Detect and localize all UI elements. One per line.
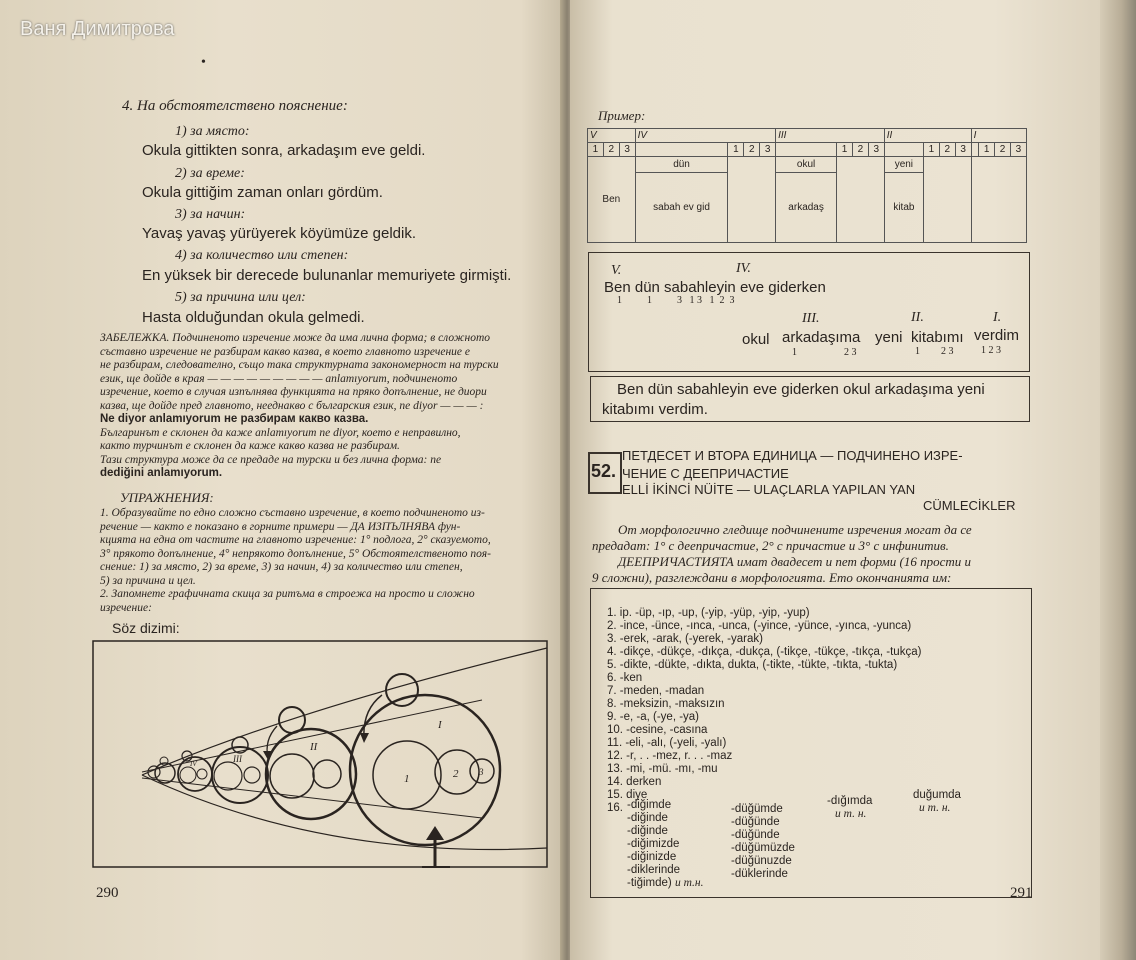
num-cell: 3 — [1010, 143, 1026, 157]
exercise-line: 3° прякото допълнение, 4° непрякото допълнение, 5° Обстоятелственото поя- — [100, 547, 491, 560]
suffix-item: 8. -meksizin, -maksızın — [607, 698, 725, 710]
item-label: 4) за количество или степен: — [175, 248, 349, 263]
suffix-item: 3. -erek, -arak, (-yerek, -yarak) — [607, 633, 763, 645]
note-line: Българинът е склонен да каже anlamıyorum ne diyor, което е неправилно, — [100, 426, 461, 439]
book-page-edges — [1100, 0, 1136, 960]
unit-title-line: ПЕТДЕСЕТ И ВТОРА ЕДИНИЦА — ПОДЧИНЕНО ИЗРЕ- — [622, 448, 963, 463]
note-line: dediğini anlamıyorum. — [100, 467, 223, 479]
intro-line: ДЕЕПРИЧАСТИЯТА имат двадесет и пет форми (16 прости и — [618, 554, 972, 569]
analysis-word: verdim — [974, 327, 1020, 344]
analysis-num: 2 3 — [844, 347, 857, 358]
empty-cell — [924, 157, 972, 243]
suffix-form: -düklerinde — [731, 868, 788, 880]
item16-col1 — [627, 799, 703, 890]
item-label: 1) за място: — [175, 124, 250, 139]
roman-V: V. — [611, 263, 622, 278]
suffix-list — [607, 607, 921, 815]
analysis-word: arkadaşıma — [782, 329, 861, 346]
suffix-form: -düğünde — [731, 829, 780, 841]
num-cell: 1 — [728, 143, 744, 157]
num-cell: 2 — [939, 143, 955, 157]
group-label: II — [884, 129, 971, 143]
analysis-num: 1 — [792, 347, 797, 358]
exercise-line: изречение: — [100, 601, 152, 614]
num-cell: 3 — [619, 143, 635, 157]
roman-I: I. — [993, 310, 1002, 325]
suffix-form: -düğünde — [731, 816, 780, 828]
diagram-label: Söz dizimi: — [112, 620, 180, 636]
item-sentence: Hasta olduğundan okula gelmedi. — [142, 309, 365, 326]
example-table — [587, 128, 1027, 243]
suffix-form-text: -tiğimde) — [627, 877, 672, 889]
etc-text: и т. н. — [835, 808, 867, 820]
analysis-num: 1 2 3 — [981, 345, 1001, 356]
word-cell: arkadaş — [776, 173, 837, 243]
exercises-title: УПРАЖНЕНИЯ: — [120, 490, 214, 505]
group-label: III — [776, 129, 885, 143]
intro-line: 9 сложни), разглеждани в морфологията. Ето окончанията им: — [592, 570, 952, 585]
num-cell: 2 — [995, 143, 1011, 157]
word-cell: kitab — [884, 173, 923, 243]
item16-col2 — [731, 803, 795, 881]
suffix-item: 9. -e, -a, (-ye, -ya) — [607, 711, 700, 723]
word-cell: okul — [776, 157, 837, 173]
note-line: изречение, което в случая изпълнява функцията на пряко допълнение, не диори — [100, 386, 487, 398]
roman-III: III. — [802, 311, 820, 326]
num-cell: 3 — [760, 143, 776, 157]
exercise-line: 5) за причина и цел. — [100, 574, 196, 587]
right-page — [570, 0, 1100, 960]
empty-cell — [635, 143, 728, 157]
analysis-word: kitabımı — [911, 329, 964, 346]
note-line: казва, ще дойде пред главното, нееднакво с българския език, ne diyor — — — : — [100, 399, 484, 412]
num-cell: 1 — [979, 143, 995, 157]
empty-cell — [776, 143, 837, 157]
group-label: V — [588, 129, 636, 143]
suffix-form: -diğinizde — [627, 851, 677, 863]
suffix-item: 1. ip. -üp, -ıp, -up, (-yip, -yüp, -yip, -yup) — [607, 607, 810, 619]
unit-number-box — [588, 452, 622, 494]
item-label: 5) за причина или цел: — [175, 290, 306, 305]
suffix-item: 10. -cesine, -casına — [607, 724, 708, 736]
item-label: 3) за начин: — [175, 207, 246, 222]
suffix-item: 11. -eli, -alı, (-yeli, -yalı) — [607, 737, 727, 749]
suffix-form: -diğinde — [627, 812, 668, 824]
group-label: IV — [635, 129, 775, 143]
item16-col3 — [827, 795, 872, 822]
suffix-item: 12. -r, . . -mez, r. . . -maz — [607, 750, 733, 762]
exercise-line: 1. Образувайте по едно сложно съставно изречение, в което подчиненото из- — [100, 507, 485, 519]
suffix-form: -diklerinde — [627, 864, 681, 876]
circle-I — [350, 695, 500, 845]
suffix-box — [590, 588, 1032, 898]
analysis-num: 2 3 — [941, 346, 954, 357]
num-cell: 1 — [924, 143, 940, 157]
word-cell: dün — [635, 157, 728, 173]
note-line: Ne diyor anlamıyorum не разбирам какво казва. — [100, 413, 369, 425]
unit-turkish-line: ELLİ İKİNCİ NÜİTE — ULAÇLARLA YAPILAN YAN — [622, 482, 916, 497]
analysis-box — [588, 252, 1030, 372]
empty-cell — [971, 157, 1026, 243]
word-cell: yeni — [884, 157, 923, 173]
item-label: 2) за време: — [175, 166, 245, 181]
rhythm-diagram — [92, 640, 548, 868]
roman-IV: IV — [190, 760, 197, 768]
num-cell: 1 — [588, 143, 604, 157]
num-cell: 2 — [603, 143, 619, 157]
example-table-box — [587, 128, 1027, 243]
group-label: I — [971, 129, 1026, 143]
watermark: Ваня Димитрова — [20, 18, 175, 40]
note-line: както турчинът е склонен да каже какво казва не разбирам. — [100, 440, 400, 452]
suffix-form — [627, 877, 703, 890]
suffix-form: duğumda — [913, 789, 961, 801]
empty-cell — [971, 143, 979, 157]
num-cell: 1 — [837, 143, 853, 157]
suffix-item: 7. -meden, -madan — [607, 685, 705, 697]
suffix-form: -düğümüzde — [731, 842, 795, 854]
note-line: не разбирам, следователно, също така структурната закономерност на турски — [100, 359, 499, 371]
roman-II: II. — [911, 310, 924, 325]
suffix-form: -diğimde — [627, 799, 672, 811]
note-line: ЗАБЕЛЕЖКА. Подчиненото изречение може да има лична форма; в сложното — [100, 332, 490, 344]
suffix-form: -düğümde — [731, 803, 783, 815]
exercise-line: 2. Запомнете графичната скица за ритъма в строежа на просто и сложно — [100, 588, 475, 600]
exercises-block — [100, 507, 555, 615]
analysis-word: yeni — [875, 329, 903, 346]
item-sentence: Okula gittikten sonra, arkadaşım eve geldi. — [142, 142, 426, 159]
dot-mark: • — [201, 55, 206, 70]
analysis-word: okul — [742, 331, 770, 348]
roman-III: III — [233, 754, 242, 764]
unit-turkish-line: CÜMLECİKLER — [923, 498, 1016, 513]
item-sentence: En yüksek bir derecede bulunanlar memuriyete girmişti. — [142, 267, 512, 284]
intro-block — [592, 522, 1042, 586]
full-sentence-line: Ben dün sabahleyin eve giderken okul arkadaşıma yeni — [617, 381, 985, 398]
suffix-item: 5. -dikte, -dükte, -dıkta, dukta, (-tikte, -tükte, -tıkta, -tukta) — [607, 659, 898, 671]
roman-II: II — [310, 741, 318, 753]
note-block — [100, 332, 555, 481]
unit-title-line: ЧЕНИЕ С ДЕЕПРИЧАСТИЕ — [622, 466, 789, 481]
word-cell: Ben — [588, 157, 636, 243]
example-label: Пример: — [598, 108, 646, 123]
num-cell: 3 — [955, 143, 971, 157]
item-sentence: Yavaş yavaş yürüyerek köyümüze geldik. — [142, 225, 417, 242]
exercise-line: снение: 1) за място, 2) за време, 3) за начин, 4) за количество или степен, — [100, 561, 463, 573]
exercise-line: кцията на една от частите на главното изречение: 1° подлога, 2° сказуемото, — [100, 534, 491, 546]
suffix-item: 15. diye — [607, 789, 648, 801]
note-line: съставно изречение не разбирам какво казва, в което главното изречение е — [100, 345, 470, 358]
empty-cell — [884, 143, 923, 157]
suffix-form: -düğünuzde — [731, 855, 792, 867]
num-cell: 3 — [868, 143, 884, 157]
left-page — [0, 0, 566, 960]
suffix-form: -diğimizde — [627, 838, 680, 850]
roman-IV: IV. — [736, 261, 751, 276]
num-cell: 2 — [744, 143, 760, 157]
full-sentence-line: kitabımı verdim. — [602, 401, 708, 418]
analysis-line-1-nums: 1 1 3 1 3 1 2 3 — [617, 295, 735, 306]
num-cell: 2 — [852, 143, 868, 157]
suffix-item: 4. -dikçe, -dükçe, -dıkça, -dukça, (-tikçe, -tükçe, -tıkça, -tukça) — [607, 646, 922, 658]
etc-text: и т. н. — [919, 802, 951, 814]
empty-cell — [837, 157, 885, 243]
full-sentence-box — [590, 376, 1030, 422]
empty-cell — [728, 157, 776, 243]
unit-number: 52. — [591, 461, 617, 481]
intro-line: предадат: 1° с деепричастие, 2° с причастие и 3° с инфинитив. — [592, 538, 949, 553]
suffix-item: 2. -ince, -ünce, -ınca, -unca, (-yince, -yünce, -yınca, -yunca) — [607, 620, 912, 632]
num-3: 3 — [479, 767, 484, 777]
note-line: Тази структура може да се предаде на турски и без лична форма: ne — [100, 453, 442, 466]
page-number: 290 — [96, 885, 119, 901]
num-2: 2 — [453, 768, 459, 780]
page-number: 291 — [1010, 885, 1033, 901]
suffix-form: -diğinde — [627, 825, 668, 837]
num-1: 1 — [404, 773, 410, 785]
roman-I: I — [438, 719, 442, 731]
item-sentence: Okula gittiğim zaman onları gördüm. — [142, 184, 383, 201]
note-line: език, ще дойде в края — — — — — — — — — anlamıyorum, подчиненото — [100, 372, 458, 385]
exercise-line: речение — както е показано в горните примери — ДА ИЗПЪЛНЯВА фун- — [100, 520, 461, 533]
analysis-line-1: Ben dün sabahleyin eve giderken — [604, 279, 826, 296]
suffix-item-label: 16. — [607, 802, 623, 814]
suffix-item: 6. -ken — [607, 672, 643, 684]
suffix-form: -dığımda — [827, 795, 873, 807]
section-heading: 4. На обстоятелствено пояснение: — [122, 98, 348, 114]
item16-col4 — [913, 789, 961, 816]
analysis-num: 1 — [915, 346, 920, 357]
suffix-item: 13. -mi, -mü. -mı, -mu — [607, 763, 718, 775]
etc-text: и т.н. — [674, 877, 704, 889]
suffix-item: 14. derken — [607, 776, 662, 788]
intro-line: От морфологично гледище подчинените изречения могат да се — [618, 522, 972, 537]
word-cell: sabah ev gid — [635, 173, 728, 243]
